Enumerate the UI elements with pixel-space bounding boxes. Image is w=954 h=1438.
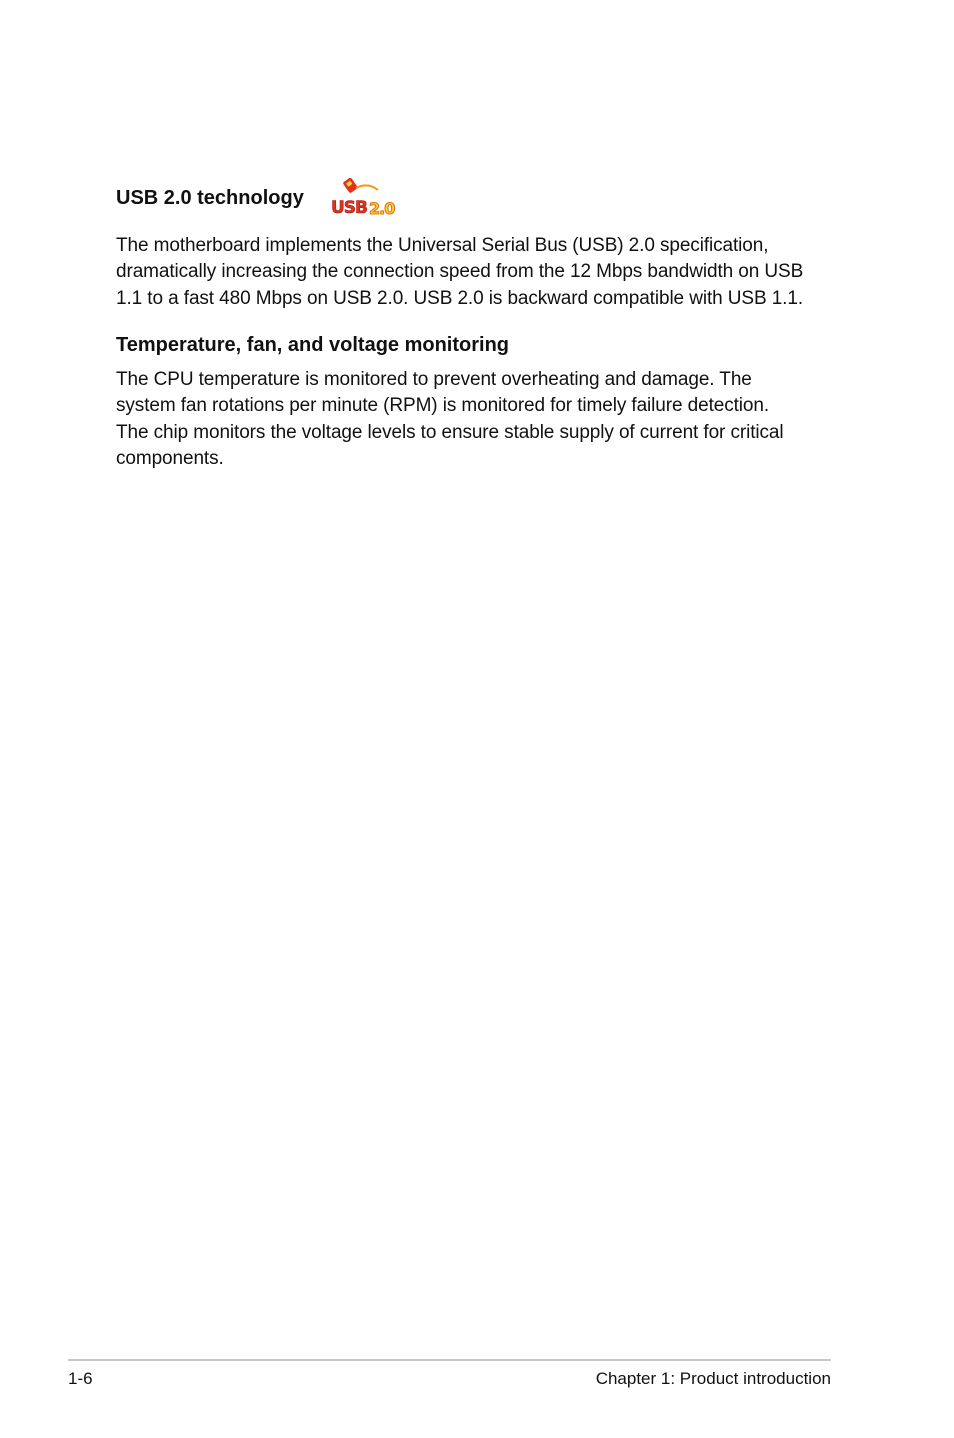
- text-line: The CPU temperature is monitored to prevent overheating and damage. The: [116, 369, 752, 390]
- paragraph-usb: [116, 233, 836, 312]
- svg-text:2.0: 2.0: [369, 199, 395, 218]
- svg-text:USB: USB: [331, 198, 368, 218]
- text-line: dramatically increasing the connection speed from the 12 Mbps bandwidth on USB: [116, 261, 804, 283]
- text-line: The chip monitors the voltage levels to ensure stable supply of current for critical: [116, 421, 784, 443]
- usb-2-logo-icon: [328, 174, 404, 218]
- paragraph-monitoring: [116, 367, 836, 472]
- text-line: The motherboard implements the Universal Serial Bus (USB) 2.0 specification,: [116, 235, 769, 256]
- text-line: components.: [116, 447, 224, 469]
- section-heading-monitoring: Temperature, fan, and voltage monitoring: [116, 334, 510, 356]
- chapter-title: Chapter 1: Product introduction: [595, 1369, 831, 1388]
- footer-divider: [68, 1359, 831, 1361]
- section-heading-usb: USB 2.0 technology: [116, 187, 304, 209]
- page-number: 1-6: [68, 1369, 93, 1388]
- text-line: system fan rotations per minute (RPM) is monitored for timely failure detection.: [116, 395, 770, 417]
- text-line: 1.1 to a fast 480 Mbps on USB 2.0. USB 2.0 is backward compatible with USB 1.1.: [116, 287, 804, 309]
